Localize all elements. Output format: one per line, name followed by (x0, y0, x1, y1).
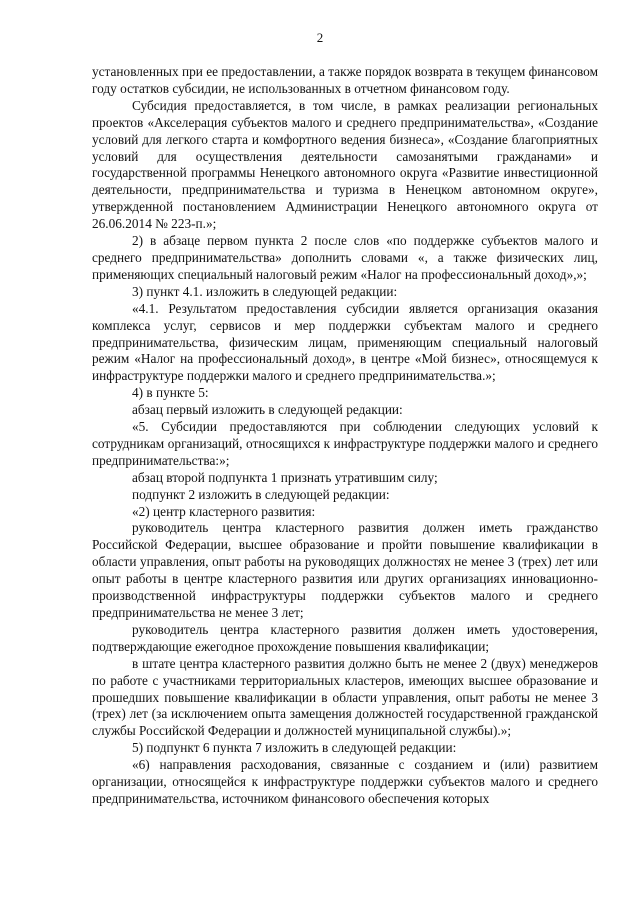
paragraph-subitem-2: подпункт 2 изложить в следующей редакции: (132, 486, 390, 502)
paragraph-second-abzac: абзац второй подпункта 1 признать утратившим силу; (132, 469, 438, 485)
paragraph-intro-continuation: установленных при ее предоставлении, а также порядок возврата в текущем финансовом году остатков субсидии, не использованных в отчетном финансовом году. (92, 64, 598, 96)
paragraph-cluster-center: «2) центр кластерного развития: (132, 503, 316, 519)
paragraph-clause-5: «5. Субсидии предоставляются при соблюдении следующих условий к сотрудникам организаций, относящихся к инфраструктуре поддержки малого и среднего предпринимательства:»; (92, 419, 598, 468)
paragraph-cluster-head-requirements: руководитель центра кластерного развития должен иметь гражданство Российской Федерации, высшее образование и пройти повышение квалификации в области управления, опыт работы на руководящих должностях не менее 3 (трех) лет или опыт работы в центре кластерного развития или других организациях инновационно-производственной инфраструктуры поддержки субъектов малого и среднего предпринимательства не менее 3 лет; (92, 520, 598, 620)
paragraph-subitem-6: «6) направления расходования, связанные с созданием и (или) развитием организации, относящейся к инфраструктуре поддержки субъектов малого и среднего предпринимательства, источником финансового обеспечения которых (92, 757, 598, 806)
paragraph-cluster-staff: в штате центра кластерного развития должно быть не менее 2 (двух) менеджеров по работе с участниками территориальных кластеров, имеющих высшее образование и прошедших повышение квалификации в области управления, опыт работы не менее 3 (трех) лет (за исключением опыта замещения должностей государственной гражданской службы Российской Федерации и должностей муниципальной службы).»; (92, 655, 598, 739)
paragraph-item-4: 4) в пункте 5: (132, 385, 209, 401)
paragraph-item-2: 2) в абзаце первом пункта 2 после слов «по поддержке субъектов малого и среднего предпринимательства» дополнить словами «, а также физических лиц, применяющих специальный налоговый режим «Налог на профессиональный доход»,»; (92, 233, 598, 282)
paragraph-cluster-head-certificates: руководитель центра кластерного развития должен иметь удостоверения, подтверждающие ежегодное прохождение повышения квалификации; (92, 621, 598, 654)
document-body (92, 64, 598, 808)
paragraph-subsidy-projects: Субсидия предоставляется, в том числе, в рамках реализации региональных проектов «Акселерация субъектов малого и среднего предпринимательства», «Создание условий для легкого старта и комфортного ведения бизнеса», «Создание благоприятных условий для осуществления деятельности самозанятыми гражданами» и государственной программы Ненецкого автономного округа «Развитие инвестиционной деятельности, предпринимательства и туризма в Ненецком автономном округе», утвержденной постановлением Администрации Ненецкого автономного округа от 26.06.2014 № 223-п.»; (92, 97, 598, 232)
paragraph-clause-4-1: «4.1. Результатом предоставления субсидии является организация оказания комплекса услуг, сервисов и мер поддержки субъектам малого и среднего предпринимательства, физическим лицам, применяющим специальный налоговый режим «Налог на профессиональный доход», в центре «Мой бизнес», относящемуся к инфраструктуре поддержки малого и среднего предпринимательства.»; (92, 300, 598, 384)
paragraph-first-abzac: абзац первый изложить в следующей редакции: (132, 402, 403, 418)
paragraph-item-5: 5) подпункт 6 пункта 7 изложить в следующей редакции: (132, 740, 457, 756)
paragraph-item-3: 3) пункт 4.1. изложить в следующей редакции: (132, 283, 398, 299)
page-number: 2 (316, 30, 324, 45)
